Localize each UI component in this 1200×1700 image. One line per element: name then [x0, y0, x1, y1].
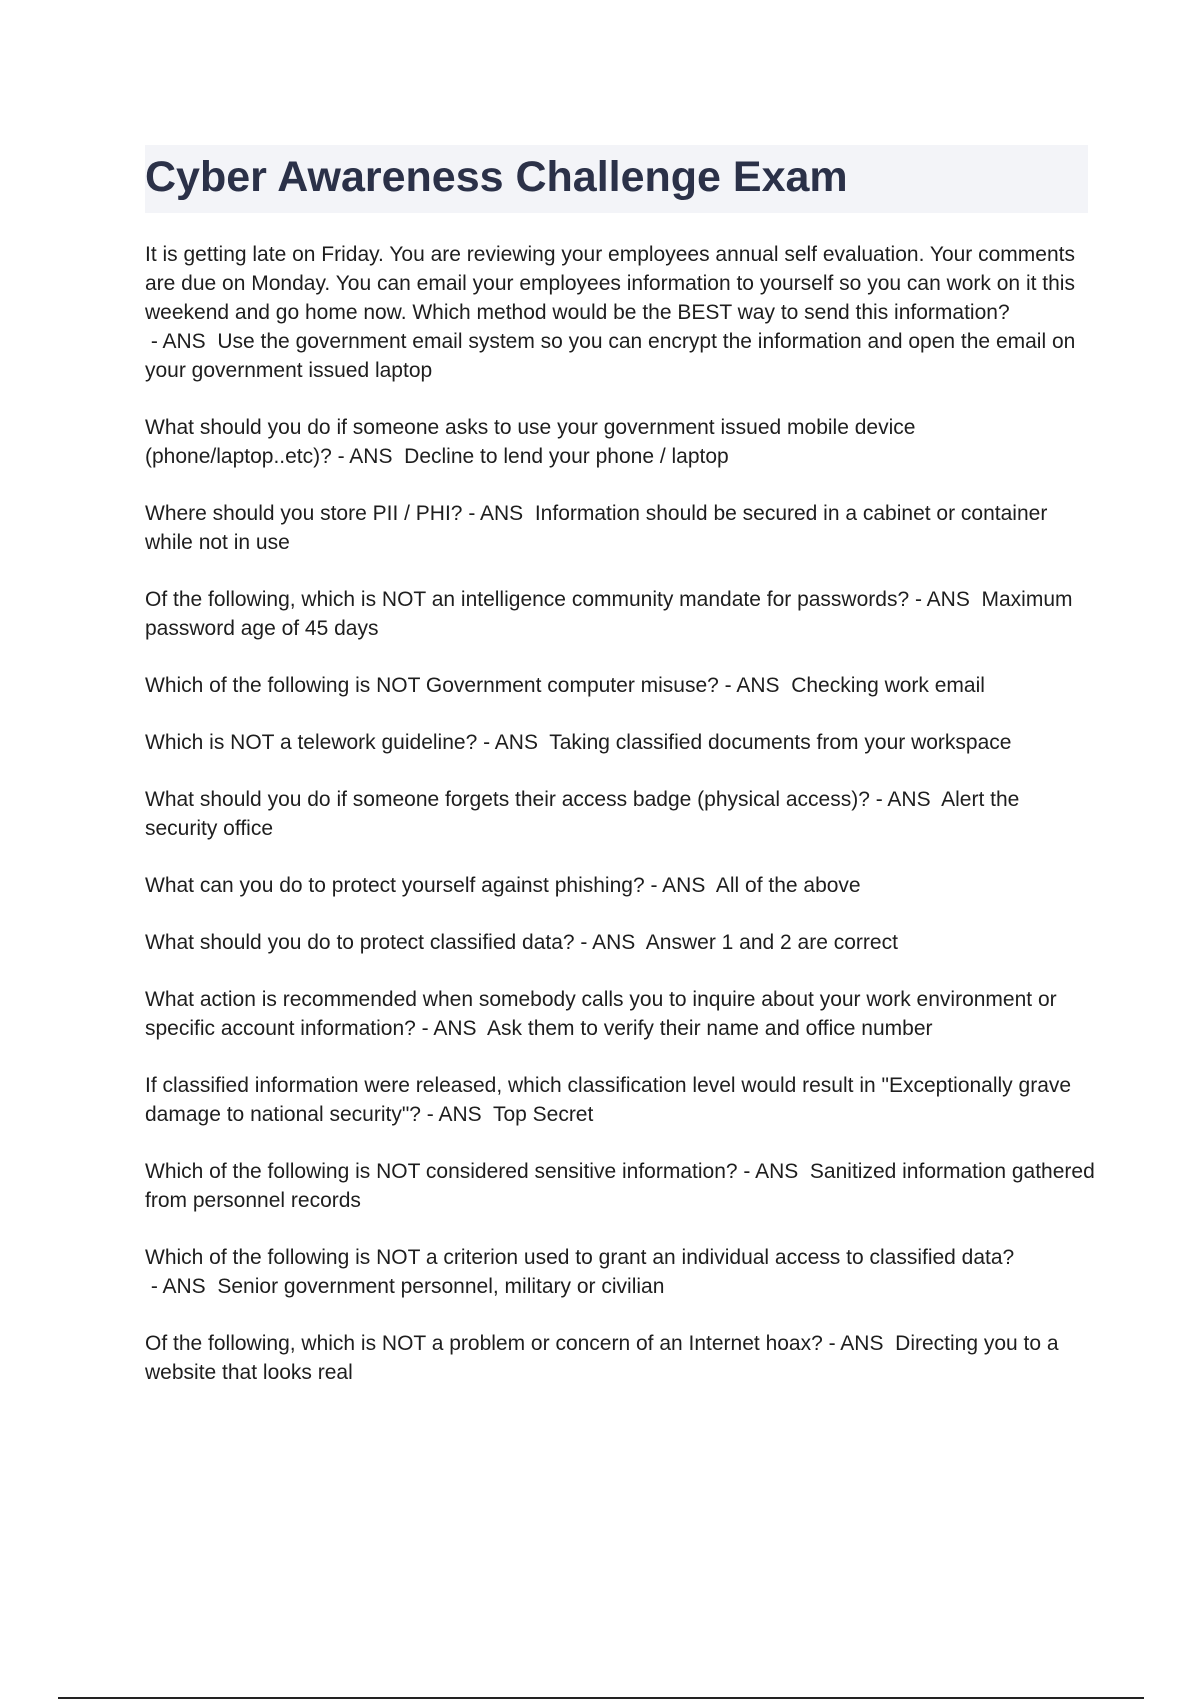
qa-item	[145, 1071, 1095, 1129]
answer-marker: - ANS	[644, 874, 716, 897]
qa-item	[145, 728, 1095, 757]
answer-marker: - ANS	[822, 1332, 896, 1355]
answer-text: Decline to lend your phone / laptop	[404, 445, 729, 468]
footer-rule	[58, 1697, 1144, 1699]
question-text: If classified information were released, which classification level would result in "Exceptionally grave damage to national security"?	[145, 1074, 1072, 1126]
answer-marker: - ANS	[477, 731, 550, 754]
qa-item	[145, 413, 1095, 471]
answer-text: Answer 1 and 2 are correct	[645, 931, 898, 954]
question-text: Which is NOT a telework guideline?	[145, 731, 478, 754]
answer-text: Alert the security office	[145, 788, 1020, 840]
answer-text: Information should be secured in a cabinet or container while not in use	[145, 502, 1048, 554]
answer-marker: - ANS	[869, 788, 942, 811]
question-text: It is getting late on Friday. You are reviewing your employees annual self evaluation. Your comments are due on Monday. You can email your employees information to yourself so you can work on it this weekend and go home now. Which method would be the BEST way to send this information?	[145, 243, 1075, 324]
question-text: What should you do if someone asks to use your government issued mobile device (phone/laptop..etc)?	[145, 416, 916, 468]
qa-item	[145, 1243, 1095, 1301]
answer-marker: - ANS	[574, 931, 646, 954]
answer-text: Directing you to a website that looks real	[145, 1332, 1059, 1384]
answer-marker: - ANS	[415, 1017, 488, 1040]
answer-text: Senior government personnel, military or civilian	[217, 1275, 665, 1298]
question-text: What can you do to protect yourself against phishing?	[145, 874, 645, 897]
answer-text: Sanitized information gathered from personnel records	[145, 1160, 1095, 1212]
question-text: What should you do if someone forgets their access badge (physical access)?	[145, 788, 870, 811]
page-title: Cyber Awareness Challenge Exam	[145, 153, 848, 201]
qa-item	[145, 671, 1095, 700]
question-text: Which of the following is NOT considered sensitive information?	[145, 1160, 738, 1183]
question-text: Of the following, which is NOT an intelligence community mandate for passwords?	[145, 588, 910, 611]
answer-marker: - ANS	[420, 1103, 493, 1126]
question-text: Of the following, which is NOT a problem or concern of an Internet hoax?	[145, 1332, 823, 1355]
answer-text: Taking classified documents from your workspace	[549, 731, 1012, 754]
answer-marker: - ANS	[145, 330, 218, 353]
answer-marker: - ANS	[331, 445, 405, 468]
qa-item	[145, 499, 1095, 557]
answer-text: Maximum password age of 45 days	[145, 588, 1073, 640]
qa-item	[145, 585, 1095, 643]
question-text: What should you do to protect classified data?	[145, 931, 575, 954]
answer-marker: - ANS	[737, 1160, 810, 1183]
qa-item	[145, 985, 1095, 1043]
question-text: Which of the following is NOT a criterion used to grant an individual access to classified data?	[145, 1246, 1015, 1269]
answer-text: Use the government email system so you can encrypt the information and open the email on your government issued laptop	[145, 330, 1076, 382]
answer-marker: - ANS	[145, 1275, 218, 1298]
answer-text: Ask them to verify their name and office number	[487, 1017, 933, 1040]
qa-item	[145, 871, 1095, 900]
question-text: What action is recommended when somebody calls you to inquire about your work environment or specific account information?	[145, 988, 1057, 1040]
qa-list	[145, 240, 1095, 1415]
question-text: Which of the following is NOT Government computer misuse?	[145, 674, 719, 697]
answer-marker: - ANS	[462, 502, 535, 525]
qa-item	[145, 1329, 1095, 1387]
answer-text: Top Secret	[492, 1103, 594, 1126]
qa-item	[145, 1157, 1095, 1215]
answer-text: All of the above	[715, 874, 861, 897]
qa-item	[145, 785, 1095, 843]
qa-item	[145, 240, 1095, 385]
answer-marker: - ANS	[909, 588, 982, 611]
question-text: Where should you store PII / PHI?	[145, 502, 463, 525]
answer-text: Checking work email	[791, 674, 985, 697]
qa-item	[145, 928, 1095, 957]
answer-marker: - ANS	[718, 674, 792, 697]
